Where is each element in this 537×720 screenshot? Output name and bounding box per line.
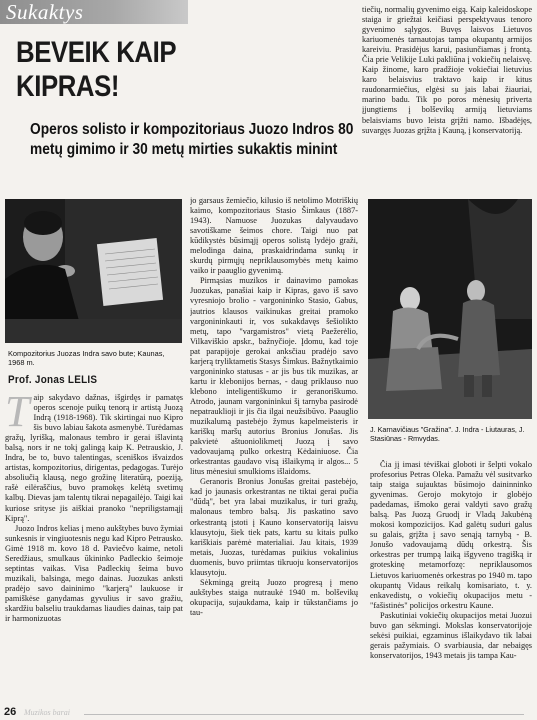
paragraph: Juozo Indros kelias į meno aukštybes buvo žymiai sunkesnis ir vingiuotesnis negu kad Kipro Petrausko. Gimė 1918 m. kovo 18 d. Paviečvo kaime, netoli Seredžiaus, smulkaus ūkininko Padleckio šeimoje septintas vaikas. Visa Padleckių šeima buvo muzikali, balsinga, mego dainas. Juozukas anksti pradėjo savo daininimo "karjerą" laukuose ir pamiškėse ganydamas gyvulius ir savo gražiu, skardžiu balseliu traukdamas liaudies dainas, taip pat ir harmonizuotas bbox=[5, 523, 183, 624]
photo-composer-caption: Kompozitorius Juozas Indra savo bute; Kaunas, 1968 m. bbox=[8, 349, 165, 367]
paragraph: Pirmąsias muzikos ir dainavimo pamokas Juozukas, panašiai kaip ir Kipras, gavo iš savo vyresniojo brolio - vargonininko Stasio, Gabus, jautrios klausos vaikinukas greitai pramoko vargonininkauti ir, vos sukakdavęs šešiolikto metų, tapo "vargamistros" vietą Paežerėlio, Vilkaviškio apskr., bažnyčioje. Įdomu, kad toje pat parapijoje gerokai anksčiau pradėjo savo karjerą tryliktametis Stasys Šimkus. Bažnytkaimio vargonininko statusas - ar jis bus tik muzikas, ar kartu ir klebonijos bernas, - daug priklauso nuo klebono inteligentiškumo ir geranoriškumo. Atrodo, jaunam vargonininkui šį tarnyba pasirodė nepatrauklioji ir jis čia ilgai neužsibūvo. Paaugliο muzikalumą pastebėjo žymus kapelmeisteris ir kariškų maršų autorius Bronius Jonušas. Jis pakvietė aštuoniolikmetį Juozą į savo vadovaujamą pulko orkestrą Kėdainiuose. Čia orkestrantas gaudavo visą išlaikymą ir algos... 5 litus mėnesiui smulkioms išlaidoms. bbox=[190, 276, 358, 477]
article-column-left bbox=[5, 393, 183, 705]
paragraph: Paskutiniai vokiečių okupacijos metai Juozui buvo gan sėkmingi. Mokslas konservatorijoje sekėsi puikiai, egzaminus išlaikydavo tik labai gerais pažymiais. O svarbiausia, dar nebaigęs konservatorijos, 1943 metais jis tampa Kau- bbox=[370, 610, 532, 660]
headline-line-2: KIPRAS! bbox=[16, 70, 120, 103]
article-column-right-bottom bbox=[370, 460, 532, 706]
author-byline: Prof. Jonas LELIS bbox=[8, 374, 98, 386]
paragraph-first-text: aip sakydavo dažnas, išgirdęs ir pamatęs operos scenoje puikų tenorą ir artistą Juozą Indrą (1918-1968). Tik skirtingai nuo Kipro šis buvo labiau šakota asmenybė. Turėdamas gražų, lyrišką, malonaus tembro ir gerai išlavintą balsą, nors ir ne tokį galingą kaip K. Petrauskio, J. Indra, be to, buvo talentingas, sceniškos išvaizdos artistas, kompozitorius, dirigentas, pedagogas. Turėjo absoliučią klausą, nego grožinę literatūrą, poeziją, rašė eilėraščius, buvo pramokęs kelėtą svetimų kalbų. Dievas jam talentų tikrai nepagailėjo. Taigi kai kuriose srityse jis aiškiai pranoko "nepriligstamąjį Kiprą". bbox=[5, 393, 183, 523]
headline bbox=[16, 36, 308, 104]
page-footer bbox=[4, 706, 534, 720]
paragraph: tiečių, normalių gyvenimo eigą. Kaip kaleidoskope staiga ir griežtai keičiasi perspektyvaus tenoro gyvenimo sąlygos. Buvęs laisvos Lietuvos kariuomenės tarnautojas tampa okupantų armijos kareiviu. Prasidėjus karui, pasiunčiamas į frontą. Čia prie Velikije Luki pakliūna į vokiečių nelaisvę. Kaip žinome, karo pradžioje vokiečiai lietuvius karo belaisvius traktavo kaip ir kitus raudonarmiečius, elgėsi su jais labai žiauriai, marino badu. Tik po poros mėnesių priverta įjungtiems į bolševikų armiją lietuviams belaisviams buvo leista grįžti namo. Išbadėjęs, suvargęs Juozas grįžta į Kauną, į konservatoriją. bbox=[362, 5, 532, 135]
photo-opera-scene-image bbox=[368, 199, 532, 419]
magazine-name: Muzikos barai bbox=[24, 708, 70, 717]
article-column-middle bbox=[190, 196, 358, 706]
photo-composer bbox=[5, 199, 182, 343]
article-column-right-top bbox=[362, 5, 532, 136]
paragraph: jo garsaus žemiečio, kilusio iš netolimo Motriškių kaimo, kompozitoriaus Stasio Šimkaus (1887-1943). Namuose Juozukas dalyvaudavo savotiškame šeimos chore. Taigi nuo pat kūdikystės būsimąjį operos solistą lydėjo graži, melodinga daina, praskaidrindama sunkų ir skurdų pirmųjų nepriklausomybės metų kaimo vaiko ir paauglio gyvenimą. bbox=[190, 196, 358, 276]
footer-rule bbox=[84, 714, 524, 715]
drop-cap: T bbox=[5, 393, 30, 436]
subtitle: Operos solisto ir kompozitoriaus Juozo Indros 80 metų gimimo ir 30 metų mirties sukaktis minint bbox=[30, 121, 354, 158]
paragraph: Geranoris Bronius Jonušas greitai pastebėjo, kad jo jaunasis orkestrantas ne tiktai gerai pučia "dūdą", bet yra labai muzikalus, ir turi gražų, malonaus tembro balsą. Jis paskatino savo orkestrantą įstoti į Kauno konservatoriją laisvu klausytoju, šiek tiek pats, kartu su kitais pulko kariškiais parėmė materialiai. Jau kitais, 1939 metais, Juozas, turėdamas puikius vokalinius duomenis, buvo priimtas tikruoju konservatorijos klausytoju. bbox=[190, 477, 358, 577]
page-number: 26 bbox=[4, 706, 17, 718]
headline-line-1: BEVEIK KAIP bbox=[16, 36, 177, 69]
photo-composer-image bbox=[5, 199, 182, 343]
photo-opera-caption: J. Karnavičiaus "Gražina". J. Indra - Liutauras, J. Stasiūnas - Rmvydas. bbox=[370, 425, 525, 443]
section-banner: Sukaktys bbox=[0, 0, 188, 24]
paragraph-first bbox=[5, 393, 183, 524]
paragraph: Čia jį imasi tėviškai globoti ir šelpti vokalo profesorius Petras Oleka. Pamažu vėl susitvarko taip staiga sujauktas būsimojo daininninko gyvenimas. Gerojo mokytojo ir globėjo padedamas, išmoko gerai valdyti savo gražų balsą. Pas Juozą Gruodį ir Vladą Jakubėną mokosi kompozicijos. Kad galėtų suduri galus su galais, grįžta į savo senąją tarnybą - B. Jonušo vadovaujamą dūdų orkestrą. Šis orkestras per trumpą laiką išgyveno tragišką ir groteskinę metamorfozę: nepriklausomos Lietuvos kariuomenės orkestras po 1940 m. tapo okupantų Vidaus reikalų komisariato, t. y. enkavedistų, o vokiečių okupacijos metu - "fašistinės" policijos orkestru Kaune. bbox=[370, 460, 532, 610]
paragraph: Sėkmingą greitą Juozo progresą į meno aukštybes staiga nutraukė 1940 m. bolševikų okupacija, sujaukdama, kaip ir tūkstančiams jo tau- bbox=[190, 577, 358, 617]
photo-opera-scene bbox=[368, 199, 532, 419]
